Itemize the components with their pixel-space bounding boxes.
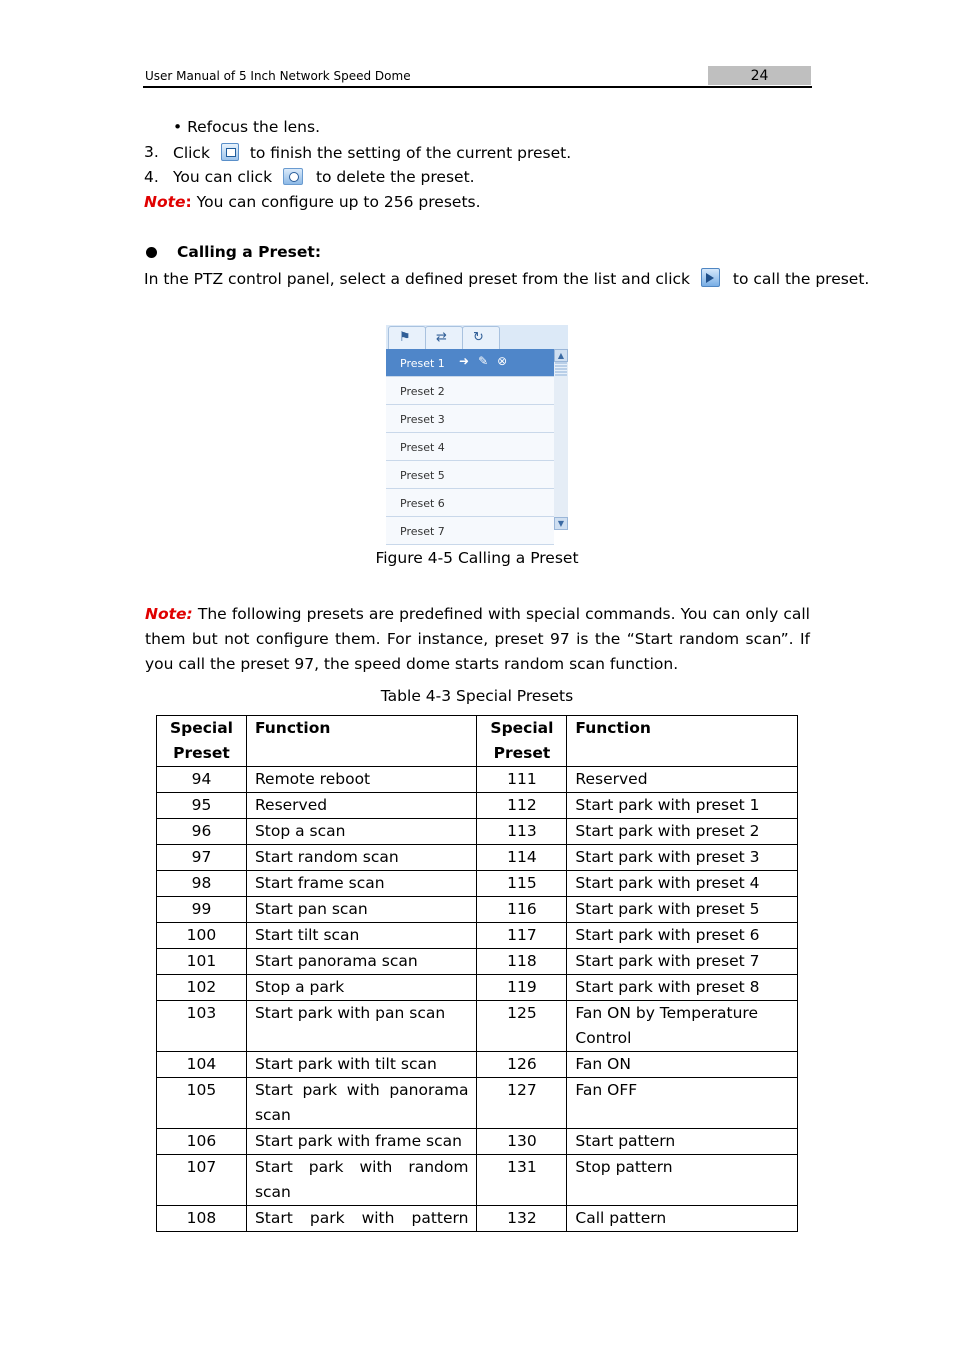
table-row bbox=[157, 1078, 798, 1129]
cell-function: Start park with random scan bbox=[246, 1155, 477, 1206]
cell-function: Start park with preset 6 bbox=[567, 923, 798, 949]
cell-function: Fan OFF bbox=[567, 1078, 798, 1129]
page-number: 24 bbox=[708, 66, 811, 85]
table-row bbox=[157, 767, 798, 793]
cell-function: Fan ON bbox=[567, 1052, 798, 1078]
table-row bbox=[157, 1001, 798, 1052]
save-preset-icon bbox=[221, 143, 239, 161]
cell-special-preset: 108 bbox=[157, 1206, 247, 1232]
cell-function: Start pattern bbox=[567, 1129, 798, 1155]
preset-label: Preset 3 bbox=[400, 413, 445, 426]
cell-special-preset: 94 bbox=[157, 767, 247, 793]
preset-label: Preset 6 bbox=[400, 497, 445, 510]
cell-special-preset: 101 bbox=[157, 949, 247, 975]
cell-function: Stop pattern bbox=[567, 1155, 798, 1206]
cell-special-preset: 103 bbox=[157, 1001, 247, 1052]
cell-special-preset: 102 bbox=[157, 975, 247, 1001]
preset-list-item[interactable] bbox=[386, 489, 554, 517]
cell-special-preset: 112 bbox=[477, 793, 567, 819]
note-2-label: Note: bbox=[145, 605, 193, 623]
step-3-post: to finish the setting of the current preset. bbox=[249, 144, 572, 162]
cell-function: Fan ON by Temperature Control bbox=[567, 1001, 798, 1052]
cell-special-preset: 130 bbox=[477, 1129, 567, 1155]
ptz-tab-bar bbox=[386, 325, 568, 350]
table-row bbox=[157, 975, 798, 1001]
preset-label: Preset 1 bbox=[400, 357, 445, 370]
cell-function: Remote reboot bbox=[246, 767, 477, 793]
cell-special-preset: 116 bbox=[477, 897, 567, 923]
note-1 bbox=[144, 193, 481, 211]
cell-function: Start park with preset 7 bbox=[567, 949, 798, 975]
step-3-text bbox=[173, 143, 571, 162]
note-1-label: Note bbox=[144, 193, 186, 211]
cell-function: Reserved bbox=[567, 767, 798, 793]
calling-text-post: to call the preset. bbox=[732, 270, 870, 288]
note-2-text: The following presets are predefined with special commands. You can only call them but not configure them. For instance, preset 97 is the “Start random scan”. If you call the preset 97, the speed dome starts random scan function. bbox=[145, 605, 810, 673]
cell-function: Stop a scan bbox=[246, 819, 477, 845]
cell-function: Reserved bbox=[246, 793, 477, 819]
cell-function: Start park with preset 2 bbox=[567, 819, 798, 845]
table-row bbox=[157, 793, 798, 819]
cell-function: Start tilt scan bbox=[246, 923, 477, 949]
preset-tab[interactable] bbox=[388, 326, 426, 349]
calling-heading: Calling a Preset: bbox=[177, 243, 322, 261]
cell-function: Start panorama scan bbox=[246, 949, 477, 975]
table-row bbox=[157, 1129, 798, 1155]
cell-special-preset: 104 bbox=[157, 1052, 247, 1078]
cell-special-preset: 106 bbox=[157, 1129, 247, 1155]
header-function-1: Function bbox=[246, 716, 477, 767]
call-preset-icon[interactable]: ➜ bbox=[459, 354, 470, 368]
preset-label: Preset 4 bbox=[400, 441, 445, 454]
table-row bbox=[157, 949, 798, 975]
scroll-thumb[interactable] bbox=[555, 362, 567, 376]
figure-caption: Figure 4-5 Calling a Preset bbox=[375, 549, 579, 567]
header-function-2: Function bbox=[567, 716, 798, 767]
cell-function: Stop a park bbox=[246, 975, 477, 1001]
header-special-preset-2: Special Preset bbox=[477, 716, 567, 767]
pattern-tab-icon: ↻ bbox=[473, 330, 484, 345]
table-row bbox=[157, 1206, 798, 1232]
calling-text-pre: In the PTZ control panel, select a defined preset from the list and click bbox=[144, 270, 691, 288]
delete-preset-icon[interactable]: ⊗ bbox=[497, 354, 508, 368]
special-presets-table bbox=[156, 715, 798, 1232]
cell-function: Start frame scan bbox=[246, 871, 477, 897]
table-row bbox=[157, 1155, 798, 1206]
preset-list bbox=[386, 349, 554, 545]
step-4-text bbox=[173, 168, 475, 186]
table-row bbox=[157, 819, 798, 845]
preset-tab-icon: ⚑ bbox=[399, 330, 411, 345]
step-3-number: 3. bbox=[144, 143, 159, 161]
patrol-tab[interactable] bbox=[425, 326, 463, 349]
scroll-down-icon[interactable]: ▼ bbox=[554, 517, 568, 530]
cell-special-preset: 119 bbox=[477, 975, 567, 1001]
preset-list-scrollbar[interactable] bbox=[554, 349, 568, 530]
cell-function: Start park with preset 1 bbox=[567, 793, 798, 819]
cell-special-preset: 132 bbox=[477, 1206, 567, 1232]
note-2 bbox=[145, 602, 810, 677]
table-header-row bbox=[157, 716, 798, 767]
step-4 bbox=[144, 168, 475, 186]
cell-function: Start park with pattern bbox=[246, 1206, 477, 1232]
cell-function: Start park with pan scan bbox=[246, 1001, 477, 1052]
cell-special-preset: 107 bbox=[157, 1155, 247, 1206]
cell-special-preset: 131 bbox=[477, 1155, 567, 1206]
preset-list-item[interactable] bbox=[386, 349, 554, 377]
cell-function: Start park with tilt scan bbox=[246, 1052, 477, 1078]
cell-special-preset: 118 bbox=[477, 949, 567, 975]
cell-function: Start park with preset 4 bbox=[567, 871, 798, 897]
cell-special-preset: 114 bbox=[477, 845, 567, 871]
preset-label: Preset 2 bbox=[400, 385, 445, 398]
cell-special-preset: 98 bbox=[157, 871, 247, 897]
cell-special-preset: 111 bbox=[477, 767, 567, 793]
cell-special-preset: 127 bbox=[477, 1078, 567, 1129]
cell-function: Start random scan bbox=[246, 845, 477, 871]
header-special-preset-1: Special Preset bbox=[157, 716, 247, 767]
cell-special-preset: 113 bbox=[477, 819, 567, 845]
step-3 bbox=[144, 143, 572, 162]
calling-text-line1 bbox=[144, 268, 869, 288]
save-preset-icon[interactable]: ✎ bbox=[478, 354, 489, 368]
cell-special-preset: 105 bbox=[157, 1078, 247, 1129]
table-row bbox=[157, 897, 798, 923]
bullet-dot-icon bbox=[146, 247, 157, 258]
preset-list-item[interactable] bbox=[386, 517, 554, 545]
table-caption: Table 4-3 Special Presets bbox=[380, 687, 574, 705]
table-row bbox=[157, 1052, 798, 1078]
pattern-tab[interactable] bbox=[462, 326, 500, 349]
patrol-tab-icon: ⇄ bbox=[436, 330, 447, 345]
cell-function: Start park with panorama scan bbox=[246, 1078, 477, 1129]
step-4-number: 4. bbox=[144, 168, 159, 186]
scroll-up-icon[interactable]: ▲ bbox=[554, 349, 568, 362]
step-4-pre: You can click bbox=[173, 168, 273, 186]
cell-function: Start pan scan bbox=[246, 897, 477, 923]
preset-list-item[interactable] bbox=[386, 433, 554, 461]
cell-special-preset: 100 bbox=[157, 923, 247, 949]
preset-label: Preset 7 bbox=[400, 525, 445, 538]
cell-special-preset: 99 bbox=[157, 897, 247, 923]
refocus-bullet: • Refocus the lens. bbox=[173, 118, 321, 136]
delete-preset-icon bbox=[283, 168, 303, 185]
cell-function: Start park with preset 5 bbox=[567, 897, 798, 923]
table-row bbox=[157, 923, 798, 949]
preset-list-item[interactable] bbox=[386, 377, 554, 405]
cell-special-preset: 115 bbox=[477, 871, 567, 897]
note-1-text: You can configure up to 256 presets. bbox=[191, 193, 481, 211]
cell-function: Start park with preset 3 bbox=[567, 845, 798, 871]
cell-function: Call pattern bbox=[567, 1206, 798, 1232]
cell-special-preset: 97 bbox=[157, 845, 247, 871]
step-4-post: to delete the preset. bbox=[315, 168, 475, 186]
header-title: User Manual of 5 Inch Network Speed Dome bbox=[145, 69, 411, 83]
cell-function: Start park with preset 8 bbox=[567, 975, 798, 1001]
table-row bbox=[157, 871, 798, 897]
preset-label: Preset 5 bbox=[400, 469, 445, 482]
cell-function: Start park with frame scan bbox=[246, 1129, 477, 1155]
cell-special-preset: 95 bbox=[157, 793, 247, 819]
ptz-control-panel bbox=[386, 325, 568, 538]
preset-actions bbox=[459, 354, 516, 368]
table-row bbox=[157, 845, 798, 871]
note-1-colon: : bbox=[185, 193, 192, 211]
cell-special-preset: 126 bbox=[477, 1052, 567, 1078]
preset-list-item[interactable] bbox=[386, 405, 554, 433]
step-3-pre: Click bbox=[173, 144, 210, 162]
preset-list-item[interactable] bbox=[386, 461, 554, 489]
cell-special-preset: 125 bbox=[477, 1001, 567, 1052]
cell-special-preset: 117 bbox=[477, 923, 567, 949]
cell-special-preset: 96 bbox=[157, 819, 247, 845]
call-preset-icon bbox=[701, 268, 720, 287]
header-rule bbox=[143, 86, 812, 88]
